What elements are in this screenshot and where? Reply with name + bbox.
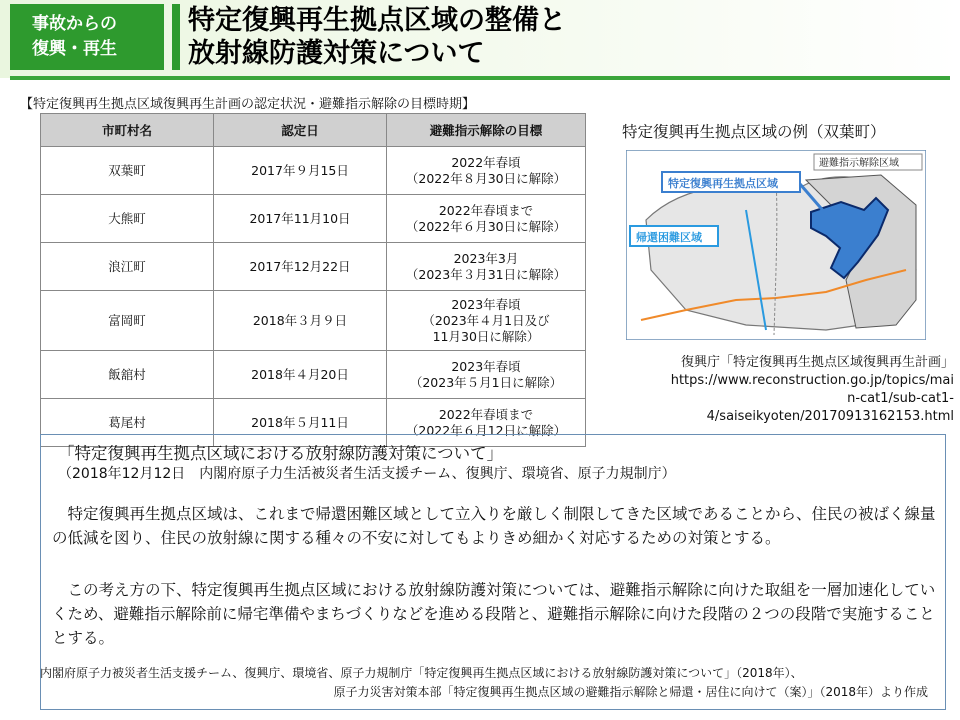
note-subtitle: （2018年12月12日 内閣府原子力生活被災者生活支援チーム、復興庁、環境省、原子力規制庁）: [58, 466, 676, 482]
table-row: [41, 291, 586, 351]
table-header-row: [41, 114, 586, 147]
note-title: 「特定復興再生拠点区域における放射線防護対策について」: [58, 444, 504, 463]
page-title: [188, 4, 566, 70]
target-line: 2023年3月: [453, 250, 519, 266]
section-badge: [10, 4, 164, 70]
table-row: [41, 195, 586, 243]
table-caption: 【特定復興再生拠点区域復興再生計画の認定状況・避難指示解除の目標時期】: [20, 97, 476, 112]
header-divider: [10, 76, 950, 80]
cell-target: [387, 291, 586, 351]
badge-line2: 復興・再生: [32, 39, 117, 59]
futaba-map: [626, 150, 926, 340]
title-line1: 特定復興再生拠点区域の整備と: [188, 5, 566, 36]
cell-target: [387, 195, 586, 243]
col-target: 避難指示解除の目標: [387, 114, 586, 147]
map-source-line: 復興庁「特定復興再生拠点区域復興再生計画」: [680, 355, 954, 370]
evac-label: 避難指示解除区域: [819, 158, 899, 169]
cell-town: 飯舘村: [41, 351, 214, 399]
title-line2: 放射線防護対策について: [188, 38, 485, 69]
cell-town: 双葉町: [41, 147, 214, 195]
cell-town: 富岡町: [41, 291, 214, 351]
target-line: （2023年５月1日に解除）: [409, 374, 563, 390]
table-row: [41, 147, 586, 195]
map-title: 特定復興再生拠点区域の例（双葉町）: [622, 123, 886, 141]
table-row: [41, 351, 586, 399]
col-date: 認定日: [214, 114, 387, 147]
map-source: [596, 354, 954, 426]
target-line: （2022年８月30日に解除）: [405, 170, 567, 186]
base-label: 特定復興再生拠点区域: [668, 177, 778, 190]
cell-date: 2018年５月11日: [214, 399, 387, 447]
map-source-line: https://www.reconstruction.go.jp/topics/mai: [670, 373, 954, 388]
target-line: （2023年４月1日及び: [422, 312, 550, 328]
target-line: （2023年３月31日に解除）: [405, 266, 567, 282]
cell-date: 2018年３月９日: [214, 291, 387, 351]
table-row: [41, 243, 586, 291]
cell-date: 2018年４月20日: [214, 351, 387, 399]
target-line: 11月30日に解除）: [432, 328, 540, 344]
cell-town: 葛尾村: [41, 399, 214, 447]
target-line: 2023年春頃: [451, 358, 521, 374]
cell-date: 2017年９月15日: [214, 147, 387, 195]
target-line: 2023年春頃: [451, 296, 521, 312]
target-line: 2022年春頃: [451, 154, 521, 170]
target-line: 2022年春頃まで: [438, 406, 534, 422]
col-town: 市町村名: [41, 114, 214, 147]
cell-target: [387, 147, 586, 195]
cell-date: 2017年12月22日: [214, 243, 387, 291]
cell-town: 浪江町: [41, 243, 214, 291]
cell-target: [387, 351, 586, 399]
target-line: （2022年６月12日に解除）: [405, 422, 567, 438]
map-source-line: 4/saiseikyoten/20170913162153.html: [706, 409, 954, 424]
badge-line1: 事故からの: [32, 14, 117, 34]
cell-target: [387, 243, 586, 291]
target-line: 2022年春頃まで: [438, 202, 534, 218]
title-accent-bar: [172, 4, 180, 70]
cell-town: 大熊町: [41, 195, 214, 243]
cell-date: 2017年11月10日: [214, 195, 387, 243]
map-source-line: n-cat1/sub-cat1-: [847, 391, 954, 406]
map-svg: [626, 150, 926, 340]
target-line: （2022年６月30日に解除）: [405, 218, 567, 234]
note-paragraph: 特定復興再生拠点区域は、これまで帰還困難区域として立入りを厳しく制限してきた区域であることから、住民の被ばく線量の低減を図り、住民の放射線に関する種々の不安に対してもよりきめ細かく対応するための対策とする。: [52, 505, 936, 547]
note-paragraph: この考え方の下、特定復興再生拠点区域における放射線防護対策については、避難指示解除に向けた取組を一層加速化していくため、避難指示解除前に帰宅準備やまちづくりなどを進める段階と、避難指示解除に向けた段階の２つの段階で実施することとする。: [52, 581, 936, 647]
schedule-table: [40, 113, 586, 447]
return-label: 帰還困難区域: [636, 231, 702, 244]
source-note: 内閣府原子力被災者生活支援チーム、復興庁、環境省、原子力規制庁「特定復興再生拠点区域における放射線防護対策について」（2018年）、: [40, 666, 803, 680]
source-note: 原子力災害対策本部「特定復興再生拠点区域の避難指示解除と帰還・居住に向けて（案）」（2018年）より作成: [333, 685, 928, 699]
